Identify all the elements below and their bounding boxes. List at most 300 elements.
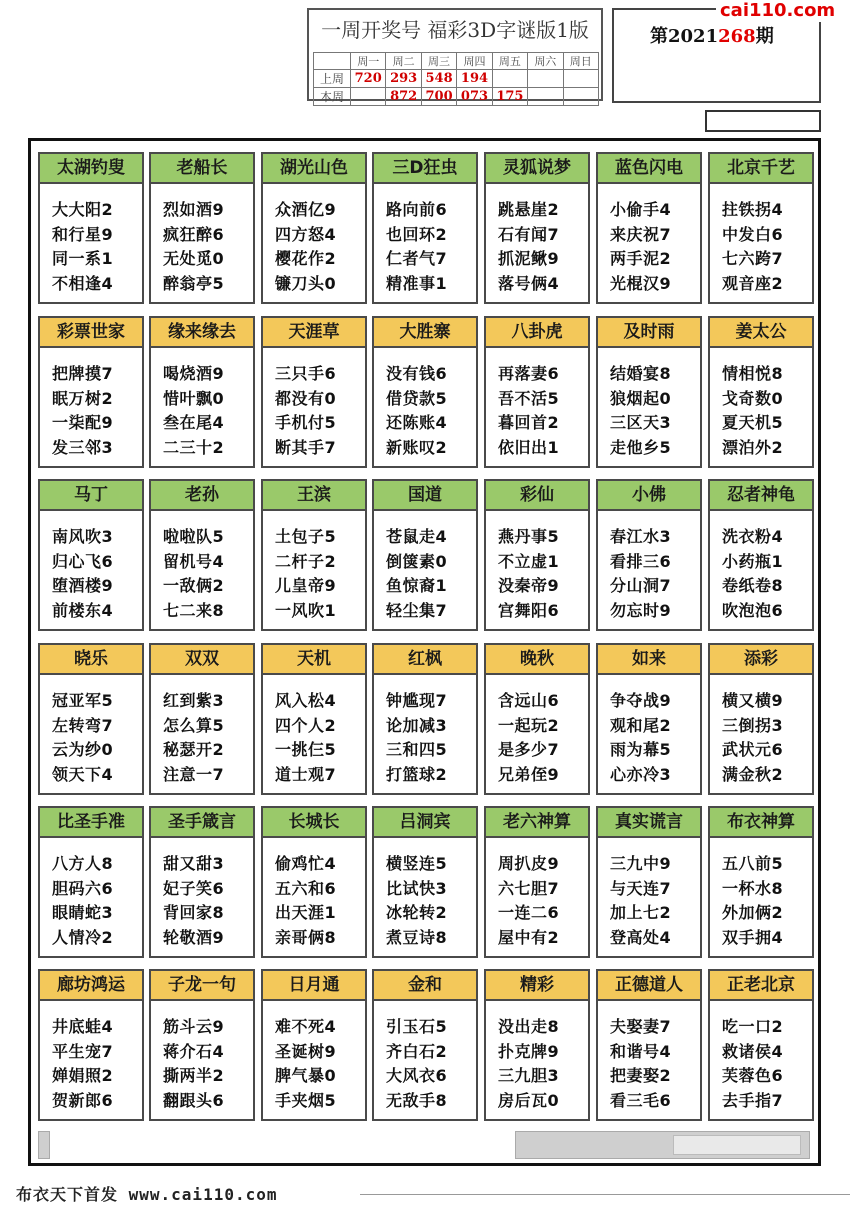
weekday-row bbox=[314, 53, 599, 70]
draw-number bbox=[492, 70, 527, 88]
riddle-line: 一杯水8 bbox=[722, 878, 784, 898]
riddle-line: 与天连7 bbox=[610, 878, 672, 898]
riddle-card bbox=[708, 152, 814, 304]
card-body bbox=[598, 675, 700, 787]
riddle-line: 六七胆7 bbox=[498, 878, 560, 898]
riddle-line: 一起玩2 bbox=[498, 715, 560, 735]
riddle-card bbox=[38, 643, 144, 795]
card-body bbox=[151, 184, 253, 296]
riddle-line: 来庆祝7 bbox=[610, 224, 672, 244]
riddle-card bbox=[596, 969, 702, 1121]
card-body bbox=[374, 511, 476, 623]
weekday-cell: 周三 bbox=[421, 53, 456, 70]
card-body bbox=[710, 838, 812, 950]
card-body bbox=[374, 838, 476, 950]
riddle-line: 夏天机5 bbox=[722, 413, 784, 432]
riddle-line: 满金秋2 bbox=[722, 764, 784, 784]
card-title: 子龙一句 bbox=[151, 971, 253, 1001]
riddle-line: 小药瓶1 bbox=[722, 551, 784, 571]
weekly-draw-title: 一周开奖号 福彩3D字谜版1版 bbox=[321, 18, 589, 42]
riddle-line: 引玉石5 bbox=[386, 1017, 448, 1036]
card-body bbox=[598, 1001, 700, 1113]
riddle-card bbox=[484, 969, 590, 1121]
riddle-line: 道士观7 bbox=[275, 764, 337, 784]
riddle-line: 手机付5 bbox=[275, 413, 337, 432]
scrollbar-thumb bbox=[673, 1135, 801, 1155]
card-body bbox=[486, 511, 588, 623]
riddle-line: 平生宠7 bbox=[52, 1041, 114, 1061]
riddle-line: 三区天3 bbox=[610, 413, 672, 432]
riddle-line: 不立虚1 bbox=[498, 551, 560, 571]
riddle-line: 七六跨7 bbox=[722, 249, 784, 268]
site-logo: cai110.com bbox=[716, 0, 839, 22]
riddle-line: 轮敬酒9 bbox=[163, 927, 225, 947]
card-body bbox=[40, 348, 142, 460]
draw-number bbox=[563, 88, 598, 106]
issue-number-value: 268 bbox=[718, 26, 756, 47]
card-body bbox=[151, 1001, 253, 1113]
card-title: 老六神算 bbox=[486, 808, 588, 838]
riddle-line: 注意一7 bbox=[163, 764, 225, 784]
riddle-card bbox=[38, 479, 144, 631]
card-body bbox=[710, 348, 812, 460]
riddle-line: 吹泡泡6 bbox=[722, 600, 784, 620]
riddle-line: 情相悦8 bbox=[722, 364, 784, 383]
riddle-line: 怎么算5 bbox=[163, 715, 225, 735]
this-week-row bbox=[314, 88, 599, 106]
card-body bbox=[374, 184, 476, 296]
riddle-line: 石有闻7 bbox=[498, 224, 560, 244]
riddle-line: 路向前6 bbox=[386, 200, 448, 219]
card-body bbox=[263, 511, 365, 623]
riddle-line: 三和四5 bbox=[386, 740, 448, 759]
riddle-card bbox=[149, 643, 255, 795]
riddle-line: 分山洞7 bbox=[610, 576, 672, 595]
card-title: 大胜寨 bbox=[374, 318, 476, 348]
riddle-line: 两手泥2 bbox=[610, 249, 672, 268]
riddle-card bbox=[372, 152, 478, 304]
riddle-line: 疯狂醉6 bbox=[163, 224, 225, 244]
riddle-line: 堕酒楼9 bbox=[52, 576, 114, 595]
card-body bbox=[486, 1001, 588, 1113]
riddle-line: 红到紫3 bbox=[163, 691, 225, 710]
riddle-card bbox=[372, 969, 478, 1121]
riddle-line: 甜又甜3 bbox=[163, 854, 225, 873]
riddle-line: 冰轮转2 bbox=[386, 903, 448, 922]
card-body bbox=[263, 675, 365, 787]
card-title: 老船长 bbox=[151, 154, 253, 184]
weekday-cell: 周二 bbox=[386, 53, 421, 70]
riddle-line: 光棍汉9 bbox=[610, 273, 672, 293]
riddle-line: 偷鸡忙4 bbox=[275, 854, 337, 873]
riddle-card bbox=[261, 643, 367, 795]
card-body bbox=[40, 1001, 142, 1113]
riddle-card bbox=[261, 969, 367, 1121]
riddle-card bbox=[38, 316, 144, 468]
riddle-line: 井底蛙4 bbox=[52, 1017, 114, 1036]
riddle-line: 前楼东4 bbox=[52, 600, 114, 620]
riddle-line: 抓泥鳅9 bbox=[498, 249, 560, 268]
riddle-line: 归心飞6 bbox=[52, 551, 114, 571]
issue-suffix: 期 bbox=[755, 26, 774, 47]
draw-number: 293 bbox=[386, 70, 421, 88]
card-title: 彩仙 bbox=[486, 481, 588, 511]
card-title: 双双 bbox=[151, 645, 253, 675]
card-body bbox=[151, 348, 253, 460]
last-week-row bbox=[314, 70, 599, 88]
card-title: 小佛 bbox=[598, 481, 700, 511]
riddle-line: 南风吹3 bbox=[52, 527, 114, 546]
card-title: 天机 bbox=[263, 645, 365, 675]
card-title: 圣手箴言 bbox=[151, 808, 253, 838]
card-title: 北京千艺 bbox=[710, 154, 812, 184]
riddle-line: 不相逢4 bbox=[52, 273, 114, 293]
card-body bbox=[263, 348, 365, 460]
weekday-cell: 周一 bbox=[351, 53, 386, 70]
riddle-line: 一风吹1 bbox=[275, 600, 337, 620]
riddle-line: 风入松4 bbox=[275, 691, 337, 710]
riddle-card bbox=[708, 643, 814, 795]
weekday-cell: 周四 bbox=[457, 53, 492, 70]
card-title: 正德道人 bbox=[598, 971, 700, 1001]
riddle-line: 心亦冷3 bbox=[610, 764, 672, 784]
riddle-line: 狼烟起0 bbox=[610, 388, 672, 408]
card-body bbox=[710, 184, 812, 296]
riddle-line: 武状元6 bbox=[722, 740, 784, 759]
card-body bbox=[710, 675, 812, 787]
riddle-line: 无敌手8 bbox=[386, 1090, 448, 1110]
riddle-card bbox=[149, 152, 255, 304]
riddle-line: 叁在尾4 bbox=[163, 413, 225, 432]
riddle-line: 含远山6 bbox=[498, 691, 560, 710]
riddle-line: 土包子5 bbox=[275, 527, 337, 546]
riddle-line: 走他乡5 bbox=[610, 437, 672, 457]
card-body bbox=[40, 184, 142, 296]
card-body bbox=[263, 1001, 365, 1113]
draw-number: 720 bbox=[351, 70, 386, 88]
card-title: 灵狐说梦 bbox=[486, 154, 588, 184]
riddle-line: 同一系1 bbox=[52, 249, 114, 268]
card-body bbox=[151, 511, 253, 623]
riddle-line: 二杆子2 bbox=[275, 551, 337, 571]
card-title: 太湖钓叟 bbox=[40, 154, 142, 184]
riddle-line: 脾气暴0 bbox=[275, 1066, 337, 1085]
card-title: 国道 bbox=[374, 481, 476, 511]
riddle-line: 背回家8 bbox=[163, 903, 225, 922]
riddle-card bbox=[708, 969, 814, 1121]
issue-number bbox=[650, 22, 774, 48]
riddle-line: 宫舞阳6 bbox=[498, 600, 560, 620]
riddle-line: 四方怒4 bbox=[275, 224, 337, 244]
draw-number: 194 bbox=[457, 70, 492, 88]
riddle-line: 鱼惊裔1 bbox=[386, 576, 448, 595]
riddle-line: 人情冷2 bbox=[52, 927, 114, 947]
card-body bbox=[40, 838, 142, 950]
weekday-cell: 周五 bbox=[492, 53, 527, 70]
corner-cell bbox=[314, 53, 351, 70]
card-title: 廊坊鸿运 bbox=[40, 971, 142, 1001]
riddle-line: 圣诞树9 bbox=[275, 1041, 337, 1061]
riddle-line: 啦啦队5 bbox=[163, 527, 225, 546]
riddle-card bbox=[372, 479, 478, 631]
riddle-line: 出天涯1 bbox=[275, 903, 337, 922]
card-title: 王滨 bbox=[263, 481, 365, 511]
draw-number: 073 bbox=[457, 88, 492, 106]
riddle-line: 论加减3 bbox=[386, 715, 448, 735]
draw-number bbox=[563, 70, 598, 88]
riddle-line: 争夺战9 bbox=[610, 691, 672, 710]
riddle-line: 苍鼠走4 bbox=[386, 527, 448, 546]
riddle-card bbox=[708, 479, 814, 631]
card-title: 布衣神算 bbox=[710, 808, 812, 838]
riddle-line: 是多少7 bbox=[498, 740, 560, 759]
riddle-line: 倒箧素0 bbox=[386, 551, 448, 571]
issue-prefix: 第2021 bbox=[650, 26, 719, 47]
draw-number: 175 bbox=[492, 88, 527, 106]
riddle-card bbox=[38, 152, 144, 304]
card-title: 缘来缘去 bbox=[151, 318, 253, 348]
card-body bbox=[151, 838, 253, 950]
riddle-line: 春江水3 bbox=[610, 527, 672, 546]
card-title: 日月通 bbox=[263, 971, 365, 1001]
riddle-line: 也回环2 bbox=[386, 224, 448, 244]
riddle-line: 落号俩4 bbox=[498, 273, 560, 293]
footer-text: 布衣天下首发 www.cai110.com bbox=[16, 1185, 278, 1204]
riddle-line: 扑克牌9 bbox=[498, 1041, 560, 1061]
riddle-card bbox=[372, 316, 478, 468]
riddle-line: 跳悬崖2 bbox=[498, 200, 560, 219]
riddle-line: 醉翁亭5 bbox=[163, 273, 225, 293]
riddle-line: 三倒拐3 bbox=[722, 715, 784, 735]
card-body bbox=[486, 348, 588, 460]
riddle-line: 观音座2 bbox=[722, 273, 784, 293]
riddle-line: 还陈账4 bbox=[386, 413, 448, 432]
riddle-line: 依旧出1 bbox=[498, 437, 560, 457]
riddle-line: 拄铁拐4 bbox=[722, 200, 784, 219]
last-week-label: 上周 bbox=[314, 70, 351, 88]
riddle-line: 三九中9 bbox=[610, 854, 672, 873]
riddle-line: 众酒亿9 bbox=[275, 200, 337, 219]
card-body bbox=[486, 838, 588, 950]
riddle-card bbox=[261, 316, 367, 468]
card-body bbox=[486, 675, 588, 787]
riddle-line: 没有钱6 bbox=[386, 364, 448, 383]
riddle-line: 亲哥俩8 bbox=[275, 927, 337, 947]
card-body bbox=[374, 1001, 476, 1113]
card-title: 比圣手准 bbox=[40, 808, 142, 838]
riddle-line: 撕两半2 bbox=[163, 1066, 225, 1085]
riddle-card bbox=[596, 316, 702, 468]
riddle-line: 二三十2 bbox=[163, 437, 225, 457]
riddle-line: 镰刀头0 bbox=[275, 273, 337, 293]
draw-number: 872 bbox=[386, 88, 421, 106]
riddle-line: 一敌俩2 bbox=[163, 576, 225, 595]
riddle-card bbox=[38, 806, 144, 958]
card-body bbox=[598, 184, 700, 296]
card-title: 金和 bbox=[374, 971, 476, 1001]
riddle-line: 八方人8 bbox=[52, 854, 114, 873]
riddle-card bbox=[596, 806, 702, 958]
riddle-line: 结婚宴8 bbox=[610, 364, 672, 383]
riddle-line: 断其手7 bbox=[275, 437, 337, 457]
riddle-line: 外加俩2 bbox=[722, 903, 784, 922]
riddle-line: 一柒配9 bbox=[52, 413, 114, 432]
footer-divider bbox=[360, 1194, 850, 1195]
riddle-line: 三九胆3 bbox=[498, 1066, 560, 1085]
riddle-line: 眼睛蛇3 bbox=[52, 903, 114, 922]
riddle-line: 惜叶飘0 bbox=[163, 388, 225, 408]
draw-number bbox=[528, 88, 563, 106]
riddle-line: 和谐号4 bbox=[610, 1041, 672, 1061]
riddle-line: 卷纸卷8 bbox=[722, 576, 784, 595]
riddle-line: 煮豆诗8 bbox=[386, 927, 448, 947]
scrollbar-left bbox=[38, 1131, 50, 1159]
weekday-cell: 周日 bbox=[563, 53, 598, 70]
card-title: 正老北京 bbox=[710, 971, 812, 1001]
riddle-line: 横竖连5 bbox=[386, 854, 448, 873]
issue-box bbox=[612, 8, 821, 103]
riddle-line: 双手拥4 bbox=[722, 927, 784, 947]
card-title: 晚秋 bbox=[486, 645, 588, 675]
draw-number bbox=[351, 88, 386, 106]
riddle-line: 再落妻6 bbox=[498, 364, 560, 383]
riddle-line: 观和尾2 bbox=[610, 715, 672, 735]
riddle-line: 筋斗云9 bbox=[163, 1017, 225, 1036]
riddle-line: 登高处4 bbox=[610, 927, 672, 947]
this-week-label: 本周 bbox=[314, 88, 351, 106]
riddle-card bbox=[596, 152, 702, 304]
riddle-line: 都没有0 bbox=[275, 388, 337, 408]
riddle-line: 没出走8 bbox=[498, 1017, 560, 1036]
draw-number: 548 bbox=[421, 70, 456, 88]
riddle-line: 吃一口2 bbox=[722, 1017, 784, 1036]
riddle-card bbox=[484, 152, 590, 304]
card-title: 天涯草 bbox=[263, 318, 365, 348]
riddle-card bbox=[261, 152, 367, 304]
riddle-card bbox=[708, 806, 814, 958]
riddle-line: 胆码六6 bbox=[52, 878, 114, 898]
riddle-line: 留机号4 bbox=[163, 551, 225, 571]
riddle-line: 婵娟照2 bbox=[52, 1066, 114, 1085]
card-title: 如来 bbox=[598, 645, 700, 675]
riddle-line: 无处觅0 bbox=[163, 249, 225, 268]
riddle-line: 眠万树2 bbox=[52, 388, 114, 408]
riddle-card bbox=[484, 479, 590, 631]
card-title: 湖光山色 bbox=[263, 154, 365, 184]
riddle-card bbox=[596, 479, 702, 631]
riddle-line: 精准事1 bbox=[386, 273, 448, 293]
riddle-line: 钟尴现7 bbox=[386, 691, 448, 710]
riddle-card bbox=[149, 806, 255, 958]
card-title: 真实谎言 bbox=[598, 808, 700, 838]
riddle-line: 齐白石2 bbox=[386, 1041, 448, 1061]
riddle-line: 手夹烟5 bbox=[275, 1090, 337, 1110]
card-body bbox=[598, 511, 700, 623]
riddle-line: 仁者气7 bbox=[386, 249, 448, 268]
riddle-card bbox=[708, 316, 814, 468]
card-body bbox=[40, 675, 142, 787]
card-body bbox=[40, 511, 142, 623]
riddle-line: 一连二6 bbox=[498, 903, 560, 922]
riddle-line: 一挑仨5 bbox=[275, 740, 337, 759]
riddle-line: 翻跟头6 bbox=[163, 1090, 225, 1110]
riddle-line: 比试快3 bbox=[386, 878, 448, 898]
riddle-line: 三只手6 bbox=[275, 364, 337, 383]
riddle-line: 没秦帝9 bbox=[498, 576, 560, 595]
riddle-line: 勿忘时9 bbox=[610, 600, 672, 620]
riddle-line: 樱花作2 bbox=[275, 249, 337, 268]
card-title: 马丁 bbox=[40, 481, 142, 511]
card-body bbox=[263, 838, 365, 950]
riddle-line: 救诸侯4 bbox=[722, 1041, 784, 1061]
card-title: 蓝色闪电 bbox=[598, 154, 700, 184]
riddle-card bbox=[149, 479, 255, 631]
riddle-card bbox=[149, 316, 255, 468]
draw-number bbox=[528, 70, 563, 88]
riddle-card bbox=[372, 806, 478, 958]
riddle-card bbox=[484, 806, 590, 958]
scrollbar-right bbox=[515, 1131, 810, 1159]
card-title: 吕洞宾 bbox=[374, 808, 476, 838]
card-title: 长城长 bbox=[263, 808, 365, 838]
weekday-cell: 周六 bbox=[528, 53, 563, 70]
riddle-line: 妃子笑6 bbox=[163, 878, 225, 898]
riddle-line: 周扒皮9 bbox=[498, 854, 560, 873]
riddle-line: 兄弟侄9 bbox=[498, 764, 560, 784]
riddle-line: 打篮球2 bbox=[386, 764, 448, 784]
riddle-card bbox=[484, 316, 590, 468]
riddle-line: 五八前5 bbox=[722, 854, 784, 873]
riddle-line: 发三邻3 bbox=[52, 437, 114, 457]
riddle-line: 吾不活5 bbox=[498, 388, 560, 408]
card-title: 精彩 bbox=[486, 971, 588, 1001]
empty-box bbox=[705, 110, 821, 132]
card-title: 忍者神龟 bbox=[710, 481, 812, 511]
riddle-line: 看三毛6 bbox=[610, 1090, 672, 1110]
riddle-line: 烈如酒9 bbox=[163, 200, 225, 219]
card-title: 添彩 bbox=[710, 645, 812, 675]
riddle-line: 芙蓉色6 bbox=[722, 1066, 784, 1085]
card-title: 红枫 bbox=[374, 645, 476, 675]
riddle-line: 喝烧酒9 bbox=[163, 364, 225, 383]
riddle-line: 漂泊外2 bbox=[722, 437, 784, 457]
riddle-line: 蒋介石4 bbox=[163, 1041, 225, 1061]
card-body bbox=[710, 511, 812, 623]
riddle-line: 小偷手4 bbox=[610, 200, 672, 219]
riddle-line: 洗衣粉4 bbox=[722, 527, 784, 546]
riddle-line: 把妻娶2 bbox=[610, 1066, 672, 1085]
card-body bbox=[598, 838, 700, 950]
riddle-line: 借贷款5 bbox=[386, 388, 448, 408]
riddle-line: 雨为幕5 bbox=[610, 740, 672, 759]
riddle-line: 燕丹事5 bbox=[498, 527, 560, 546]
card-title: 姜太公 bbox=[710, 318, 812, 348]
riddle-line: 儿皇帝9 bbox=[275, 576, 337, 595]
riddle-card bbox=[38, 969, 144, 1121]
riddle-board bbox=[28, 138, 821, 1166]
riddle-line: 冠亚军5 bbox=[52, 691, 114, 710]
card-title: 八卦虎 bbox=[486, 318, 588, 348]
draw-number: 700 bbox=[421, 88, 456, 106]
riddle-line: 大大阳2 bbox=[52, 200, 114, 219]
weekly-draw-table bbox=[307, 8, 603, 104]
card-body bbox=[374, 348, 476, 460]
riddle-line: 左转弯7 bbox=[52, 715, 114, 735]
card-body bbox=[374, 675, 476, 787]
riddle-line: 难不死4 bbox=[275, 1017, 337, 1036]
riddle-line: 把牌摸7 bbox=[52, 364, 114, 383]
riddle-card bbox=[596, 643, 702, 795]
